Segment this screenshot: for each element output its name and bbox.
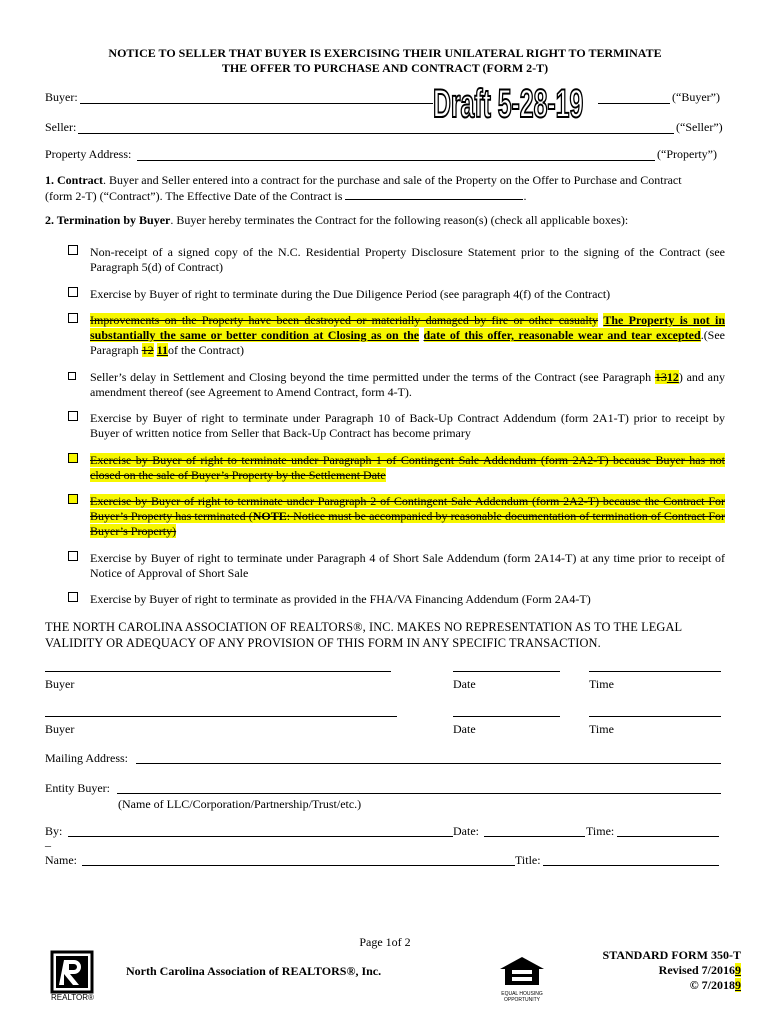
checkbox[interactable]: [68, 372, 76, 380]
buyer-signature-line[interactable]: [45, 716, 397, 717]
buyer-suffix: (“Buyer”): [672, 90, 720, 104]
entity-buyer-field[interactable]: [117, 793, 721, 794]
by-label: By:: [45, 824, 63, 838]
page-number: Page 1of 2: [359, 935, 411, 949]
section-termination-heading: 2. Termination by Buyer: [45, 213, 171, 227]
form-title-line1: NOTICE TO SELLER THAT BUYER IS EXERCISING THEIR UNILATERAL RIGHT TO TERMINATE: [108, 46, 662, 60]
mailing-address-field[interactable]: [136, 763, 721, 764]
disclaimer-line1: THE NORTH CAROLINA ASSOCIATION OF REALTORS®, INC. MAKES NO REPRESENTATION AS TO THE LEGAL: [45, 620, 683, 634]
reason-text: Exercise by Buyer of right to terminate during the Due Diligence Period (see paragraph 4(f) of the Contract): [90, 287, 611, 301]
buyer-signature-label: Buyer: [45, 677, 75, 691]
seller-suffix: (“Seller”): [676, 120, 723, 134]
buyer-label: Buyer:: [45, 90, 78, 104]
deleted-text: Improvements on the Property have been destroyed or materially damaged by fire or other casualty: [90, 313, 599, 327]
realtor-text: REALTOR®: [51, 993, 94, 1002]
deleted-text: Exercise by Buyer of right to terminate under Paragraph 1 of Contingent Sale Addendum (form 2A2-T) because Buyer has not closed on the sale of Buyer’s Property by the Settlement Date: [90, 453, 725, 482]
form-title-line2: THE OFFER TO PURCHASE AND CONTRACT (FORM 2-T): [221, 61, 549, 75]
entity-hint: (Name of LLC/Corporation/Partnership/Trust/etc.): [118, 797, 362, 811]
eho-line2: OPPORTUNITY: [503, 997, 541, 1003]
name-label: Name:: [45, 853, 77, 867]
by-field[interactable]: [68, 836, 453, 837]
reason-text: [68, 494, 725, 539]
reason-text: Exercise by Buyer of right to terminate as provided in the FHA/VA Financing Addendum (Form 2A4-T): [90, 592, 591, 606]
date-label: Date: [453, 722, 476, 736]
reason-item: [68, 453, 725, 483]
date-line[interactable]: [453, 671, 560, 672]
inserted-text: The Property is not in substantially the same or better condition at Closing as on the: [90, 313, 726, 342]
org-name: North Carolina Association of REALTORS®, Inc.: [126, 964, 382, 978]
draft-watermark: Draft 5-28-19: [433, 82, 584, 126]
checkbox[interactable]: [68, 551, 78, 561]
checkbox[interactable]: [68, 287, 78, 297]
copyright-date: [603, 978, 741, 993]
time-line[interactable]: [589, 671, 721, 672]
property-field[interactable]: [137, 160, 655, 161]
inserted-text: date of this offer, reasonable wear and tear excepted: [423, 328, 701, 342]
deleted-text: : Notice must be accompanied by reasonable documentation of termination of Contract For Buyer’s Property): [90, 509, 725, 538]
reason-item: [68, 411, 725, 441]
reason-text: [68, 313, 725, 358]
reason-text-part: Seller’s delay in Settlement and Closing beyond the time permitted under the terms of the Contract (see Paragraph: [90, 370, 655, 384]
reason-text-part: .(See Paragraph: [90, 328, 726, 357]
date-field[interactable]: [484, 836, 585, 837]
copyright-change: 9: [735, 978, 741, 992]
equal-housing-logo: [498, 955, 546, 1001]
reason-text: Exercise by Buyer of right to terminate under Paragraph 10 of Back-Up Contract Addendum (form 2A1-T) prior to receipt by Buyer of written notice from Seller that Back-Up Contract has become primary: [90, 411, 725, 440]
disclaimer-line2: VALIDITY OR ADEQUACY OF ANY PROVISION OF THIS FORM IN ANY SPECIFIC TRANSACTION.: [45, 636, 601, 650]
draft-stamp: [433, 82, 598, 126]
inserted-number: 11: [156, 343, 168, 357]
time-label: Time:: [586, 824, 615, 838]
reason-item: [68, 287, 725, 302]
deleted-number: 13: [654, 370, 667, 384]
reason-item: [68, 592, 725, 607]
eho-line1: EQUAL HOUSING: [501, 991, 543, 997]
seller-field[interactable]: [78, 133, 674, 134]
buyer-signature-label: Buyer: [45, 722, 75, 736]
reason-text-part: of the Contract): [168, 343, 244, 357]
reason-text: [68, 453, 725, 483]
seller-label: Seller:: [45, 120, 77, 134]
deleted-note: NOTE: [252, 509, 287, 523]
time-field[interactable]: [617, 836, 719, 837]
revised-date: [603, 963, 741, 978]
mailing-address-label: Mailing Address:: [45, 751, 128, 765]
reason-item: [68, 313, 725, 358]
revised-text: Revised 7/2016: [658, 963, 735, 977]
reason-text-part: ) and any amendment thereof (see Agreement to Amend Contract, form 4-T).: [90, 370, 725, 399]
checkbox[interactable]: [68, 453, 78, 463]
section-termination-text: . Buyer hereby terminates the Contract for the following reason(s) (check all applicable boxes):: [170, 213, 629, 227]
section-contract-text2: (form 2-T) (“Contract”). The Effective Date of the Contract is: [45, 189, 346, 203]
inserted-number: 12: [666, 370, 679, 384]
reason-text: Non-receipt of a signed copy of the N.C. Residential Property Disclosure Statement prior to the signing of the Contract (see Paragraph 5(d) of Contract): [90, 245, 725, 274]
section-contract-heading: 1. Contract: [45, 173, 103, 187]
form-info: [603, 948, 741, 993]
revised-change: 9: [735, 963, 741, 977]
title-field[interactable]: [543, 865, 719, 866]
checkbox[interactable]: [68, 592, 78, 602]
equal-housing-icon: [498, 955, 546, 987]
reason-item: [68, 551, 725, 581]
checkbox[interactable]: [68, 494, 78, 504]
time-label: Time: [589, 677, 614, 691]
section-contract-text: . Buyer and Seller entered into a contract for the purchase and sale of the Property on the Offer to Purchase and Contract: [102, 173, 682, 187]
effective-date-field[interactable]: [345, 188, 523, 200]
time-line[interactable]: [589, 716, 721, 717]
title-label: Title:: [515, 853, 541, 867]
property-suffix: (“Property”): [657, 147, 717, 161]
reason-item: [68, 494, 725, 539]
section-contract: [45, 173, 725, 204]
buyer-signature-line[interactable]: [45, 671, 391, 672]
date-label: Date:: [453, 824, 479, 838]
reason-item: [68, 370, 725, 400]
date-line[interactable]: [453, 716, 560, 717]
deleted-number: 12: [141, 343, 154, 357]
checkbox[interactable]: [68, 411, 78, 421]
checkbox[interactable]: [68, 313, 78, 323]
property-label: Property Address:: [45, 147, 132, 161]
reason-item: [68, 245, 725, 275]
form-number: STANDARD FORM 350-T: [602, 948, 741, 962]
realtor-r-icon: [50, 950, 94, 994]
period: .: [523, 189, 527, 203]
entity-buyer-label: Entity Buyer:: [45, 781, 110, 795]
deleted-text: Exercise by Buyer of right to terminate under Paragraph 2 of Contingent Sale Addendum (form 2A2-T) because the Contract For Buyer’s Property has terminated (: [90, 494, 725, 523]
date-label: Date: [453, 677, 476, 691]
time-label: Time: [589, 722, 614, 736]
name-field[interactable]: [82, 865, 515, 866]
reason-text: Exercise by Buyer of right to terminate under Paragraph 4 of Short Sale Addendum (form 2A14-T) at any time prior to receipt of Notice of Approval of Short Sale: [90, 551, 725, 580]
section-termination: [45, 213, 725, 228]
disclaimer: [45, 619, 725, 651]
underscore-mark: _: [45, 834, 51, 848]
reason-text: [68, 370, 725, 400]
copyright-text: © 7/2018: [689, 978, 735, 992]
equal-housing-text: [498, 991, 546, 1003]
checkbox[interactable]: [68, 245, 78, 255]
